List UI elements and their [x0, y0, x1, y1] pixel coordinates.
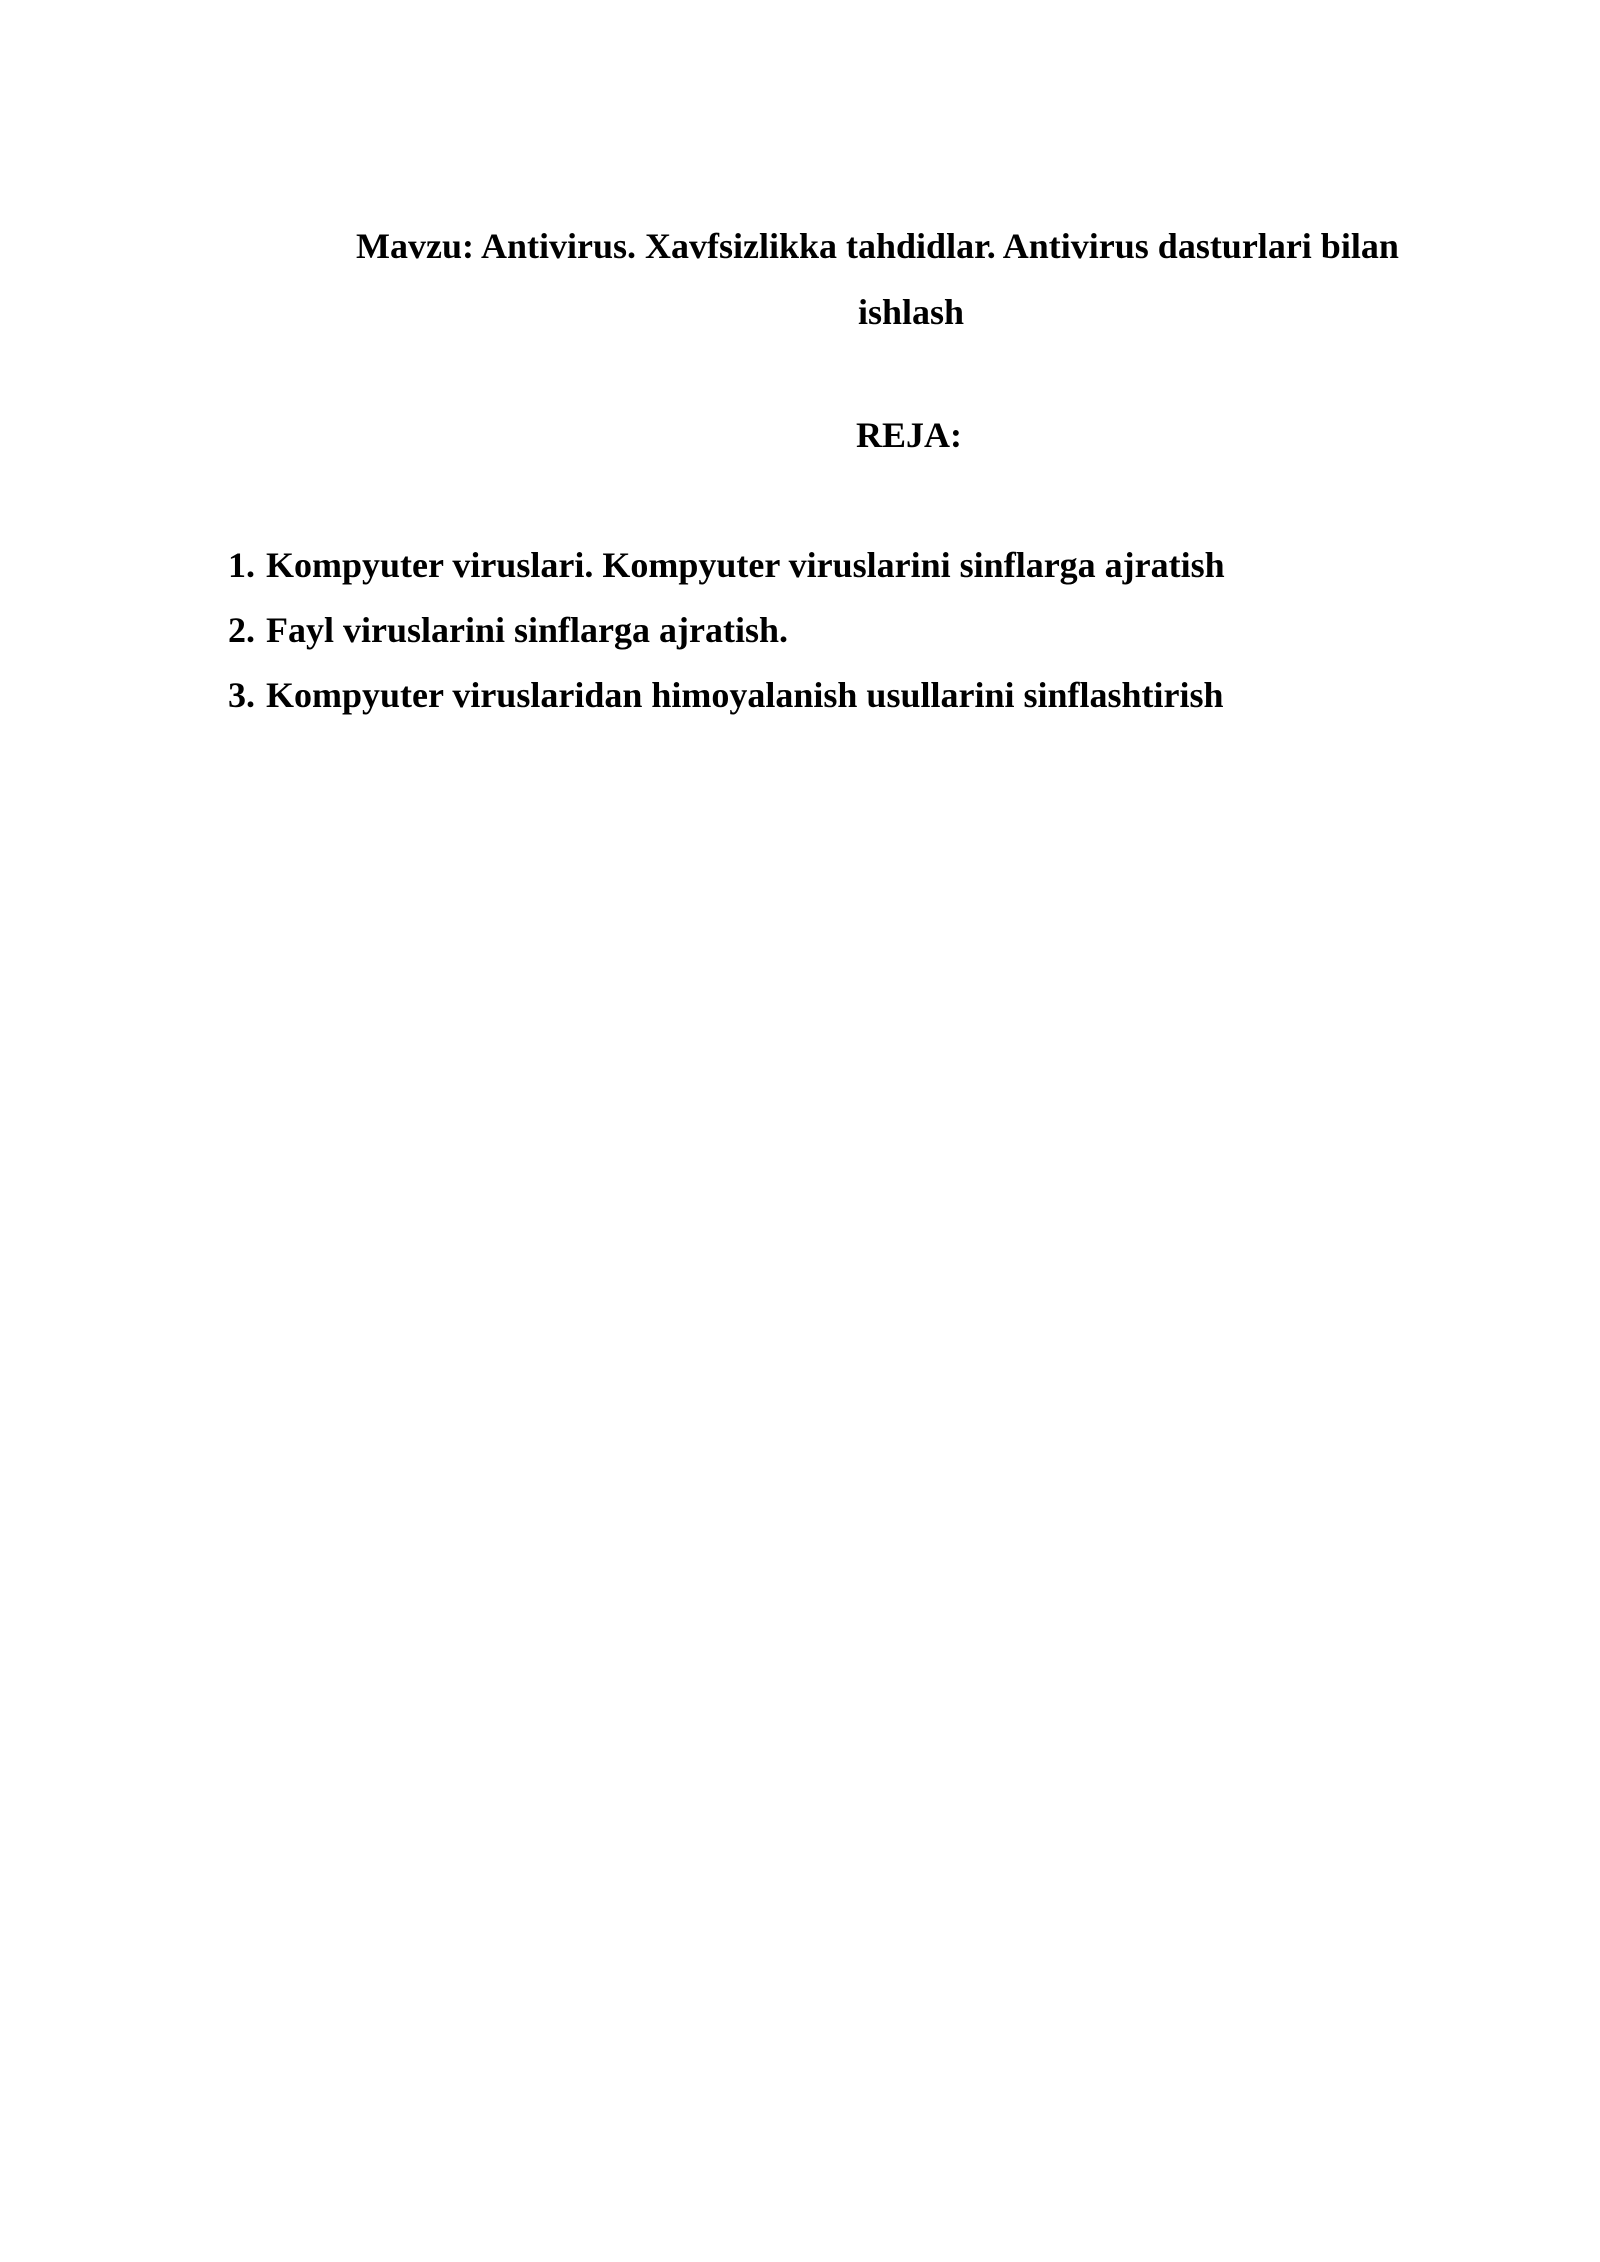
plan-item — [228, 598, 1225, 663]
plan-heading: REJA: — [856, 415, 962, 455]
title-line-1: Mavzu: Antivirus. Xavfsizlikka tahdidlar. Antivirus dasturlari bilan — [356, 226, 1399, 266]
plan-item-text: Kompyuter viruslari. Kompyuter viruslarini sinflarga ajratish — [266, 545, 1225, 585]
title-line-2: ishlash — [857, 292, 965, 332]
document-title — [356, 213, 1466, 345]
plan-item-text: Fayl viruslarini sinflarga ajratish. — [266, 610, 788, 650]
plan-item — [228, 533, 1225, 598]
plan-list — [228, 533, 1225, 728]
plan-item — [228, 663, 1225, 728]
plan-item-text: Kompyuter viruslaridan himoyalanish usullarini sinflashtirish — [266, 675, 1224, 715]
plan-item-number: 3. — [228, 675, 255, 715]
plan-item-number: 1. — [228, 545, 255, 585]
plan-item-number: 2. — [228, 610, 255, 650]
